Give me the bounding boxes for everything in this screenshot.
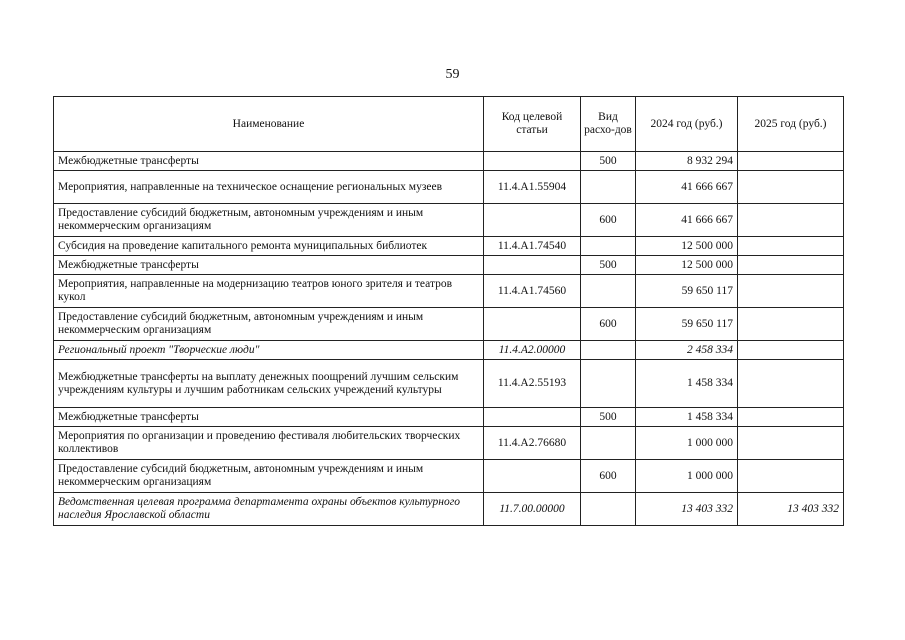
row-code-cell: 11.4.А2.00000 (484, 341, 581, 360)
table-row (54, 152, 844, 171)
row-name-cell: Межбюджетные трансферты (54, 256, 484, 275)
row-vid-cell: 500 (581, 408, 636, 427)
row-2024-cell: 1 458 334 (636, 408, 738, 427)
table-row (54, 275, 844, 308)
table-row (54, 408, 844, 427)
header-2024: 2024 год (руб.) (636, 97, 738, 152)
row-name-cell: Предоставление субсидий бюджетным, автономным учреждениям и иным некоммерческим организациям (54, 308, 484, 341)
row-2025-cell (738, 171, 844, 204)
row-2024-cell: 41 666 667 (636, 171, 738, 204)
row-name-cell: Межбюджетные трансферты (54, 152, 484, 171)
row-code-cell (484, 408, 581, 427)
row-name-cell: Региональный проект "Творческие люди" (54, 341, 484, 360)
row-vid-cell (581, 341, 636, 360)
row-name-cell: Мероприятия, направленные на техническое оснащение региональных музеев (54, 171, 484, 204)
row-2025-cell (738, 308, 844, 341)
row-vid-cell (581, 237, 636, 256)
row-2025-cell: 13 403 332 (738, 493, 844, 526)
row-2024-cell: 1 458 334 (636, 360, 738, 408)
row-code-cell: 11.7.00.00000 (484, 493, 581, 526)
row-2025-cell (738, 152, 844, 171)
row-2025-cell (738, 408, 844, 427)
table-row (54, 493, 844, 526)
row-name-cell: Предоставление субсидий бюджетным, автономным учреждениям и иным некоммерческим организациям (54, 204, 484, 237)
row-name-cell: Мероприятия, направленные на модернизацию театров юного зрителя и театров кукол (54, 275, 484, 308)
row-2025-cell (738, 204, 844, 237)
row-2025-cell (738, 341, 844, 360)
row-2025-cell (738, 237, 844, 256)
row-code-cell: 11.4.А1.74560 (484, 275, 581, 308)
row-code-cell (484, 460, 581, 493)
row-2024-cell: 1 000 000 (636, 427, 738, 460)
table-row (54, 427, 844, 460)
table-header-row (54, 97, 844, 152)
row-vid-cell: 600 (581, 460, 636, 493)
row-2025-cell (738, 427, 844, 460)
row-2024-cell: 12 500 000 (636, 256, 738, 275)
table-row (54, 204, 844, 237)
row-vid-cell: 600 (581, 308, 636, 341)
budget-table (53, 96, 844, 526)
row-code-cell (484, 256, 581, 275)
row-code-cell: 11.4.А1.55904 (484, 171, 581, 204)
row-vid-cell (581, 171, 636, 204)
row-code-cell (484, 308, 581, 341)
table-row (54, 237, 844, 256)
row-name-cell: Субсидия на проведение капитального ремонта муниципальных библиотек (54, 237, 484, 256)
row-2024-cell: 41 666 667 (636, 204, 738, 237)
header-code: Код целевой статьи (484, 97, 581, 152)
table-row (54, 256, 844, 275)
row-2025-cell (738, 275, 844, 308)
row-name-cell: Ведомственная целевая программа департамента охраны объектов культурного наследия Ярославской области (54, 493, 484, 526)
page-number: 59 (445, 67, 460, 82)
header-2025: 2025 год (руб.) (738, 97, 844, 152)
row-name-cell: Предоставление субсидий бюджетным, автономным учреждениям и иным некоммерческим организациям (54, 460, 484, 493)
row-vid-cell: 500 (581, 152, 636, 171)
table-row (54, 171, 844, 204)
row-2025-cell (738, 256, 844, 275)
row-code-cell (484, 204, 581, 237)
row-2024-cell: 12 500 000 (636, 237, 738, 256)
table-row (54, 460, 844, 493)
row-vid-cell (581, 493, 636, 526)
row-name-cell: Мероприятия по организации и проведению фестиваля любительских творческих коллективов (54, 427, 484, 460)
row-vid-cell (581, 360, 636, 408)
row-2024-cell: 1 000 000 (636, 460, 738, 493)
row-vid-cell (581, 275, 636, 308)
table-row (54, 360, 844, 408)
row-2025-cell (738, 360, 844, 408)
row-vid-cell: 500 (581, 256, 636, 275)
row-2024-cell: 2 458 334 (636, 341, 738, 360)
row-code-cell: 11.4.А1.74540 (484, 237, 581, 256)
table-row (54, 308, 844, 341)
header-name: Наименование (54, 97, 484, 152)
row-name-cell: Межбюджетные трансферты (54, 408, 484, 427)
table-body (54, 152, 844, 526)
row-code-cell (484, 152, 581, 171)
row-2024-cell: 13 403 332 (636, 493, 738, 526)
row-code-cell: 11.4.А2.55193 (484, 360, 581, 408)
header-vid: Вид расхо-дов (581, 97, 636, 152)
row-code-cell: 11.4.А2.76680 (484, 427, 581, 460)
row-2025-cell (738, 460, 844, 493)
row-2024-cell: 59 650 117 (636, 275, 738, 308)
row-vid-cell: 600 (581, 204, 636, 237)
row-name-cell: Межбюджетные трансферты на выплату денежных поощрений лучшим сельским учреждениям культуры и лучшим работникам сельских учреждений культуры (54, 360, 484, 408)
table-row (54, 341, 844, 360)
row-2024-cell: 8 932 294 (636, 152, 738, 171)
row-vid-cell (581, 427, 636, 460)
row-2024-cell: 59 650 117 (636, 308, 738, 341)
